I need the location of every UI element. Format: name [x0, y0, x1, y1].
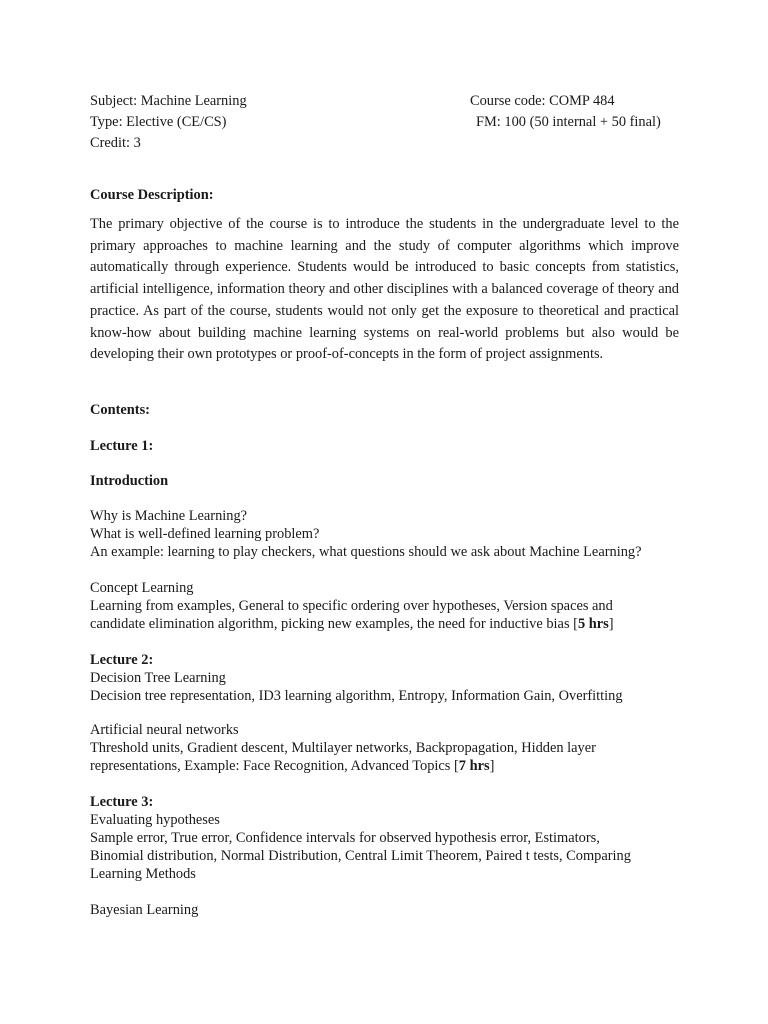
- concept-learning-line: [90, 616, 690, 634]
- subject-line: Subject: Machine Learning: [90, 93, 247, 109]
- lecture-3-block: [90, 794, 690, 884]
- full-marks-line: FM: 100 (50 internal + 50 final): [476, 114, 661, 130]
- course-description-heading: Course Description:: [90, 187, 214, 203]
- neural-networks-line: Threshold units, Gradient descent, Multilayer networks, Backpropagation, Hidden layer: [90, 740, 596, 756]
- neural-networks-block: [90, 722, 690, 776]
- type-line: Type: Elective (CE/CS): [90, 114, 227, 130]
- introduction-line: What is well-defined learning problem?: [90, 526, 320, 542]
- introduction-line: An example: learning to play checkers, what questions should we ask about Machine Learning?: [90, 544, 642, 560]
- bayesian-learning-heading: Bayesian Learning: [90, 902, 199, 918]
- lecture-2-title: Lecture 2:: [90, 652, 154, 668]
- decision-tree-heading: Decision Tree Learning: [90, 670, 226, 686]
- neural-networks-hours: 7 hrs: [458, 758, 490, 774]
- evaluating-hypotheses-heading: Evaluating hypotheses: [90, 812, 220, 828]
- neural-networks-text: representations, Example: Face Recognition, Advanced Topics [: [90, 758, 459, 774]
- concept-learning-block: [90, 580, 690, 634]
- course-description-text: The primary objective of the course is to introduce the students in the undergraduate level to the primary approaches to machine learning and the study of computer algorithms which improve automatically through experience. Students would be introduced to basic concepts from statistics, artificial intelligence, information theory and other disciplines with a balanced coverage of theory and practice. As part of the course, students would not only get the exposure to theoretical and practical know-how about building machine learning systems on real-world problems but also would be developing their own prototypes or proof-of-concepts in the form of project assignments.: [90, 216, 679, 363]
- neural-networks-heading: Artificial neural networks: [90, 722, 239, 738]
- evaluating-hypotheses-line: Sample error, True error, Confidence intervals for observed hypothesis error, Estimators,: [90, 830, 600, 846]
- neural-networks-line: [90, 758, 690, 776]
- lecture-3-title: Lecture 3:: [90, 794, 154, 810]
- closing-bracket: ]: [608, 616, 614, 632]
- evaluating-hypotheses-line: Binomial distribution, Normal Distribution, Central Limit Theorem, Paired t tests, Comparing: [90, 848, 631, 864]
- evaluating-hypotheses-line: Learning Methods: [90, 866, 196, 882]
- lecture-2-block: [90, 652, 690, 706]
- course-code-line: Course code: COMP 484: [470, 93, 615, 109]
- concept-learning-text: candidate elimination algorithm, picking new examples, the need for inductive bias [: [90, 616, 578, 632]
- decision-tree-line: Decision tree representation, ID3 learning algorithm, Entropy, Information Gain, Overfitting: [90, 688, 623, 704]
- concept-learning-heading: Concept Learning: [90, 580, 194, 596]
- contents-heading: Contents:: [90, 402, 150, 418]
- concept-learning-line: Learning from examples, General to specific ordering over hypotheses, Version spaces and: [90, 598, 613, 614]
- lecture-1-title: Lecture 1:: [90, 438, 154, 454]
- closing-bracket: ]: [489, 758, 495, 774]
- introduction-heading: Introduction: [90, 473, 169, 489]
- introduction-line: Why is Machine Learning?: [90, 508, 248, 524]
- credit-line: Credit: 3: [90, 135, 141, 151]
- introduction-list: [90, 508, 690, 562]
- concept-learning-hours: 5 hrs: [577, 616, 609, 632]
